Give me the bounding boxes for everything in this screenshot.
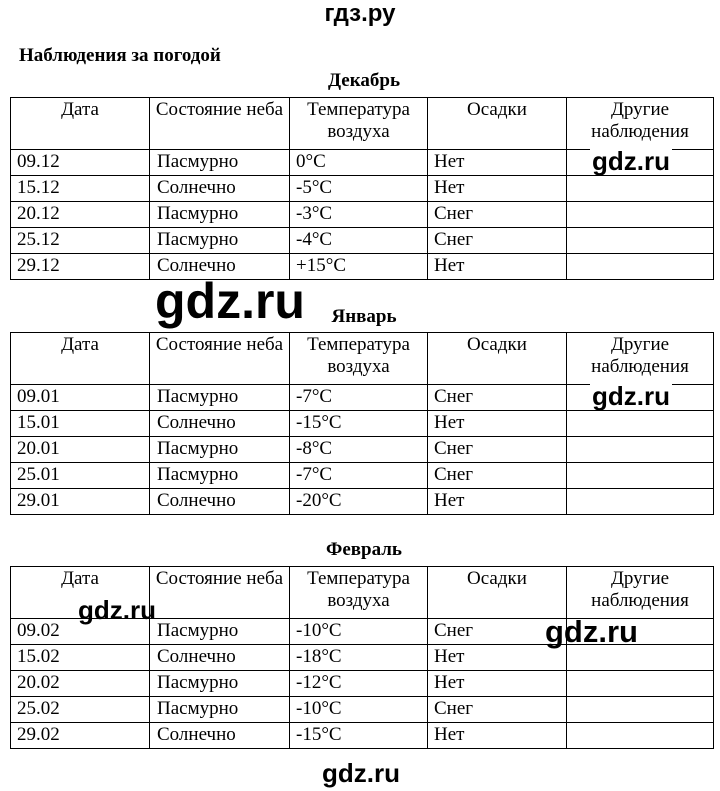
cell-precipitation: Снег <box>428 437 567 463</box>
cell-temperature: -8°C <box>290 437 428 463</box>
column-header-temperature: Температура воздуха <box>290 333 428 385</box>
cell-other <box>567 176 714 202</box>
column-header-date: Дата <box>11 567 150 619</box>
cell-sky: Пасмурно <box>150 697 290 723</box>
cell-other <box>567 254 714 280</box>
column-header-date: Дата <box>11 98 150 150</box>
cell-temperature: 0°C <box>290 150 428 176</box>
table-row <box>11 437 714 463</box>
watermark: gdz.ru <box>592 146 670 176</box>
table-header-row <box>11 333 714 385</box>
cell-date: 25.02 <box>11 697 150 723</box>
cell-other <box>567 671 714 697</box>
cell-date: 15.01 <box>11 411 150 437</box>
cell-other <box>567 437 714 463</box>
cell-temperature: -10°C <box>290 619 428 645</box>
cell-temperature: -18°C <box>290 645 428 671</box>
cell-sky: Солнечно <box>150 723 290 749</box>
cell-precipitation: Нет <box>428 176 567 202</box>
cell-temperature: -7°C <box>290 463 428 489</box>
table-row <box>11 411 714 437</box>
cell-sky: Пасмурно <box>150 228 290 254</box>
cell-precipitation: Снег <box>428 202 567 228</box>
column-header-sky: Состояние неба <box>150 567 290 619</box>
cell-precipitation: Нет <box>428 671 567 697</box>
site-header: гдз.ру <box>324 0 396 27</box>
table-row <box>11 671 714 697</box>
cell-other <box>567 228 714 254</box>
month-title-february: Февраль <box>326 539 402 560</box>
table-row <box>11 176 714 202</box>
cell-other <box>567 463 714 489</box>
cell-sky: Пасмурно <box>150 385 290 411</box>
cell-temperature: -12°C <box>290 671 428 697</box>
watermark-large: gdz.ru <box>155 273 305 329</box>
cell-sky: Солнечно <box>150 176 290 202</box>
cell-temperature: -3°C <box>290 202 428 228</box>
cell-temperature: -7°C <box>290 385 428 411</box>
cell-date: 09.01 <box>11 385 150 411</box>
cell-temperature: -15°C <box>290 411 428 437</box>
watermark: gdz.ru <box>592 381 670 411</box>
cell-precipitation: Нет <box>428 723 567 749</box>
table-header-row <box>11 98 714 150</box>
column-header-sky: Состояние неба <box>150 333 290 385</box>
column-header-other: Другие наблюдения <box>567 567 714 619</box>
table-row <box>11 254 714 280</box>
cell-other <box>567 723 714 749</box>
table-december <box>10 97 714 280</box>
table-row <box>11 463 714 489</box>
cell-sky: Пасмурно <box>150 437 290 463</box>
cell-other <box>567 697 714 723</box>
document-title: Наблюдения за погодой <box>19 45 221 66</box>
cell-precipitation: Нет <box>428 254 567 280</box>
cell-date: 20.12 <box>11 202 150 228</box>
cell-sky: Солнечно <box>150 645 290 671</box>
cell-other <box>567 489 714 515</box>
table-january <box>10 332 714 515</box>
cell-precipitation: Нет <box>428 489 567 515</box>
cell-date: 09.02 <box>11 619 150 645</box>
cell-precipitation: Нет <box>428 645 567 671</box>
cell-temperature: -20°C <box>290 489 428 515</box>
table-february <box>10 566 714 749</box>
column-header-precipitation: Осадки <box>428 567 567 619</box>
month-title-december: Декабрь <box>327 70 400 91</box>
table-row <box>11 697 714 723</box>
column-header-date: Дата <box>11 333 150 385</box>
cell-date: 29.01 <box>11 489 150 515</box>
cell-sky: Пасмурно <box>150 202 290 228</box>
cell-temperature: -5°C <box>290 176 428 202</box>
column-header-other: Другие наблюдения <box>567 98 714 150</box>
cell-temperature: -4°C <box>290 228 428 254</box>
cell-sky: Пасмурно <box>150 463 290 489</box>
cell-sky: Солнечно <box>150 411 290 437</box>
watermark: gdz.ru <box>78 595 156 625</box>
cell-precipitation: Снег <box>428 385 567 411</box>
column-header-precipitation: Осадки <box>428 333 567 385</box>
watermark-footer: gdz.ru <box>322 758 400 788</box>
cell-other <box>567 411 714 437</box>
column-header-sky: Состояние неба <box>150 98 290 150</box>
cell-sky: Солнечно <box>150 254 290 280</box>
table-row <box>11 202 714 228</box>
cell-precipitation: Нет <box>428 411 567 437</box>
cell-date: 15.02 <box>11 645 150 671</box>
cell-temperature: -10°C <box>290 697 428 723</box>
cell-precipitation: Снег <box>428 619 567 645</box>
cell-date: 25.01 <box>11 463 150 489</box>
cell-precipitation: Снег <box>428 697 567 723</box>
column-header-other: Другие наблюдения <box>567 333 714 385</box>
cell-date: 29.12 <box>11 254 150 280</box>
month-title-january: Январь <box>331 306 397 327</box>
cell-sky: Пасмурно <box>150 619 290 645</box>
column-header-temperature: Температура воздуха <box>290 98 428 150</box>
cell-sky: Пасмурно <box>150 671 290 697</box>
table-row <box>11 723 714 749</box>
table-row <box>11 489 714 515</box>
cell-precipitation: Нет <box>428 150 567 176</box>
cell-date: 25.12 <box>11 228 150 254</box>
cell-date: 15.12 <box>11 176 150 202</box>
cell-sky: Пасмурно <box>150 150 290 176</box>
cell-other <box>567 202 714 228</box>
cell-date: 29.02 <box>11 723 150 749</box>
cell-temperature: +15°C <box>290 254 428 280</box>
cell-precipitation: Снег <box>428 463 567 489</box>
cell-sky: Солнечно <box>150 489 290 515</box>
cell-temperature: -15°C <box>290 723 428 749</box>
column-header-temperature: Температура воздуха <box>290 567 428 619</box>
cell-precipitation: Снег <box>428 228 567 254</box>
cell-date: 20.01 <box>11 437 150 463</box>
table-row <box>11 228 714 254</box>
cell-date: 09.12 <box>11 150 150 176</box>
watermark: gdz.ru <box>545 614 638 649</box>
cell-date: 20.02 <box>11 671 150 697</box>
column-header-precipitation: Осадки <box>428 98 567 150</box>
